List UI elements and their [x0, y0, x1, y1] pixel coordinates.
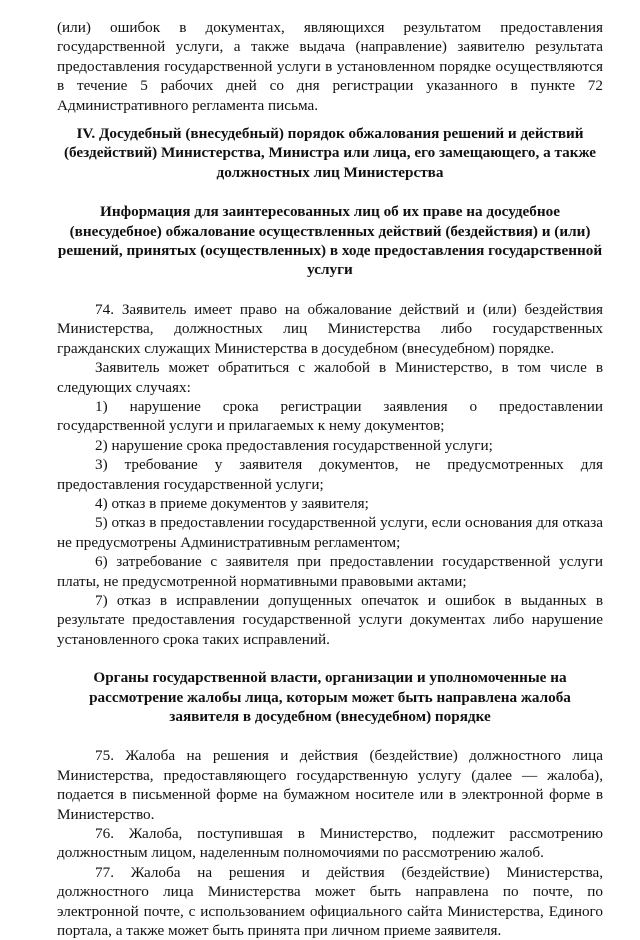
document-page	[57, 18, 603, 940]
case-item-5: 5) отказ в предоставлении государственной услуги, если основания для отказа не предусмотрены Административным регламентом;	[57, 514, 603, 551]
paragraph-75: 75. Жалоба на решения и действия (бездействие) должностного лица Министерства, предоставляющего государственную услугу (далее — жалоба), подается в письменной форме на бумажном носителе или в электронной форме в Министерство.	[57, 747, 603, 823]
paragraph-77: 77. Жалоба на решения и действия (бездействие) Министерства, должностного лица Министерства может быть направлена по почте, по электронной почте, с использованием официального сайта Министерства, Единого портала, а также может быть принята при личном приеме заявителя.	[57, 863, 603, 940]
case-item-2: 2) нарушение срока предоставления государственной услуги;	[95, 436, 493, 454]
case-item-7: 7) отказ в исправлении допущенных опечаток и ошибок в выданных в результате предоставления государственной услуги документах либо нарушение установленного срока таких исправлений.	[57, 591, 603, 648]
section-heading: IV. Досудебный (внесудебный) порядок обжалования решений и действий (бездействий) Министерства, Министра или лица, его замещающего, а также должностных лиц Министерства	[63, 125, 596, 181]
intro-paragraph: (или) ошибок в документах, являющихся результатом предоставления государственной услуги, а также выдача (направление) заявителю результата предоставления государственной услуги в установленном порядке осуществляются в течение 5 рабочих дней со дня регистрации указанного в пункте 72 Административного регламента письма.	[57, 19, 603, 114]
info-heading: Информация для заинтересованных лиц об их праве на досудебное (внесудебное) обжалование осуществленных действий (бездействия) и (или) решений, принятых (осуществленных) в ходе предоставления государственной услуги	[57, 203, 603, 279]
case-item-6: 6) затребование с заявителя при предоставлении государственной услуги платы, не предусмотренной нормативными правовыми актами;	[57, 553, 603, 590]
case-item-4: 4) отказ в приеме документов у заявителя;	[95, 494, 369, 512]
paragraph-74: 74. Заявитель имеет право на обжалование действий и (или) бездействия Министерства, должностных лиц Министерства либо государственных гражданских служащих Министерства в досудебном (внесудебном) порядке.	[57, 300, 603, 357]
case-item-1: 1) нарушение срока регистрации заявления о предоставлении государственной услуги и прилагаемых к нему документов;	[57, 397, 603, 435]
paragraph-74-cases-intro: Заявитель может обратиться с жалобой в Министерство, в том числе в следующих случаях:	[57, 359, 603, 396]
organs-heading: Органы государственной власти, организации и уполномоченные на рассмотрение жалобы лица, которым может быть направлена жалоба заявителя в досудебном (внесудебном) порядке	[89, 669, 571, 725]
paragraph-76: 76. Жалоба, поступившая в Министерство, подлежит рассмотрению должностным лицом, наделенным полномочиями по рассмотрению жалоб.	[57, 825, 603, 862]
case-item-3: 3) требование у заявителя документов, не предусмотренных для предоставления государственной услуги;	[57, 456, 603, 493]
